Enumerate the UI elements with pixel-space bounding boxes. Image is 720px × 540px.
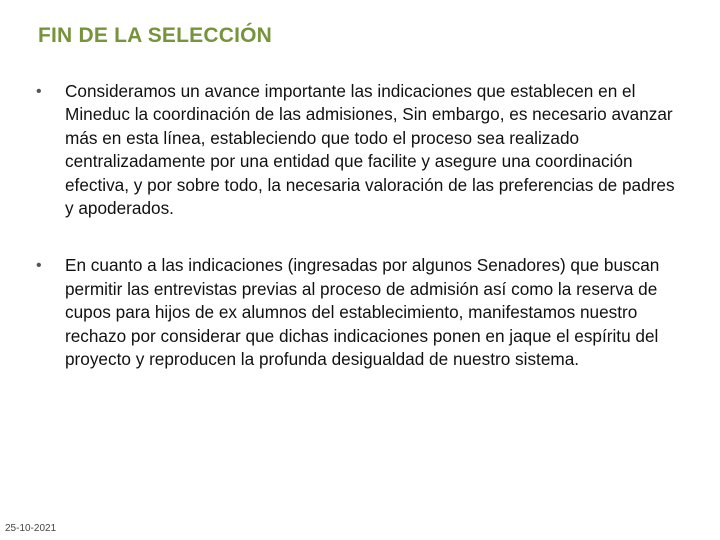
bullet-list (36, 80, 676, 405)
footer-date: 25-10-2021 (5, 523, 57, 534)
bullet-text: En cuanto a las indicaciones (ingresadas por algunos Senadores) que buscan permitir las entrevistas previas al proceso de admisión así como la reserva de cupos para hijos de ex alumnos del establecimiento, manifestamos nuestro rechazo por considerar que dichas indicaciones ponen en jaque el espíritu del proyecto y reproducen la profunda desigualdad de nuestro sistema. (65, 255, 660, 370)
bullet-item-2 (36, 254, 676, 371)
bullet-dot-icon: • (36, 83, 42, 100)
bullet-dot-icon: • (36, 257, 42, 275)
slide-title: FIN DE LA SELECCIÓN (38, 24, 273, 47)
bullet-item-1 (36, 80, 676, 220)
bullet-text: Consideramos un avance importante las indicaciones que establecen en el Mineduc la coordinación de las admisiones, Sin embargo, es necesario avanzar más en esta línea, estableciendo que todo el proceso sea realizado centralizadamente por una entidad que facilite y asegure una coordinación efectiva, y por sobre todo, la necesaria valoración de las preferencias de padres y apoderados. (65, 81, 675, 219)
